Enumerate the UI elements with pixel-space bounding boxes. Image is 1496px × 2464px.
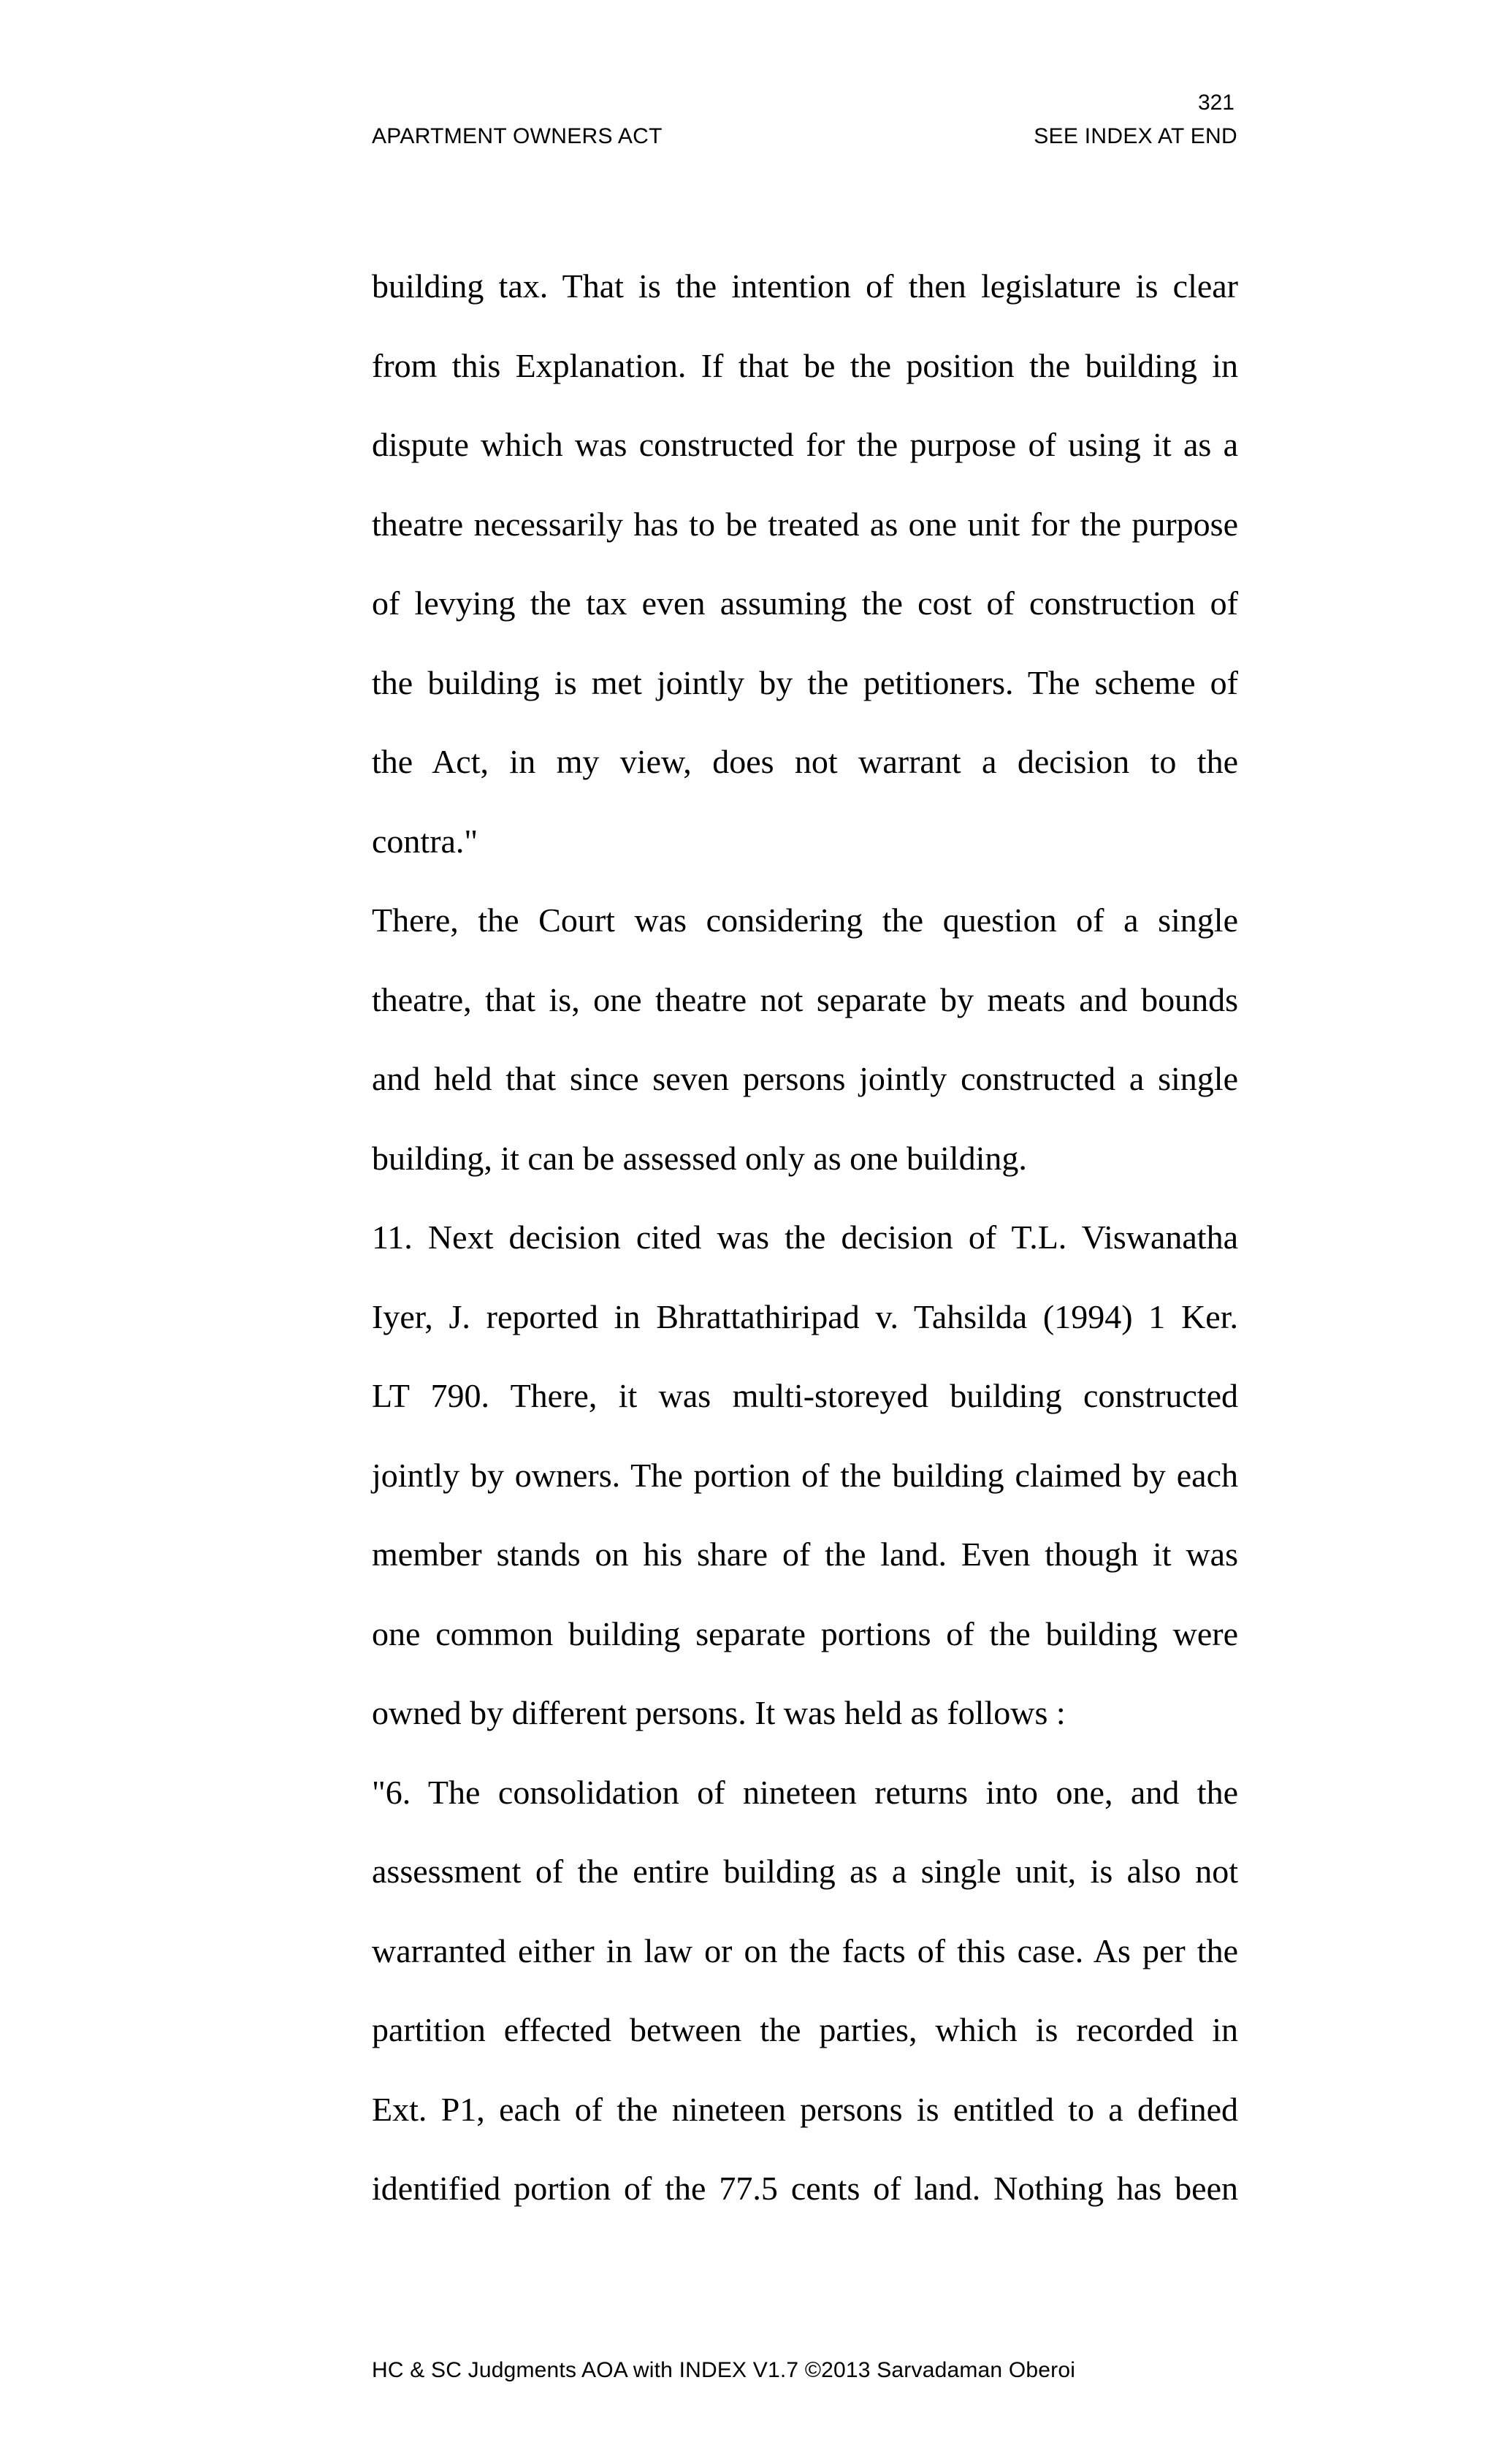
text-line: owned by different persons. It was held as follows : [372,1694,1066,1731]
text-line: the building is met jointly by the petitioners. The scheme of [372,663,1238,701]
text-line: building tax. That is the intention of then legislature is clear [372,267,1238,305]
text-line: the Act, in my view, does not warrant a decision to the [372,743,1238,780]
text-line: warranted either in law or on the facts of this case. As per the [372,1931,1238,1969]
text-line: 11. Next decision cited was the decision of T.L. Viswanatha [372,1218,1238,1256]
text-line: one common building separate portions of the building were [372,1614,1238,1652]
page-footer: HC & SC Judgments AOA with INDEX V1.7 ©2013 Sarvadaman Oberoi [372,2358,1076,2382]
text-line: LT 790. There, it was multi-storeyed building constructed [372,1377,1238,1414]
text-line: and held that since seven persons jointly constructed a single [372,1060,1238,1097]
text-line: "6. The consolidation of nineteen returns into one, and the [372,1773,1238,1811]
text-line: identified portion of the 77.5 cents of land. Nothing has been [372,2170,1238,2207]
text-line: contra." [372,822,478,860]
text-line: member stands on his share of the land. Even though it was [372,1536,1238,1573]
text-line: jointly by owners. The portion of the building claimed by each [372,1456,1238,1494]
text-line: Ext. P1, each of the nineteen persons is entitled to a defined [372,2090,1238,2128]
text-line: theatre, that is, one theatre not separate by meats and bounds [372,980,1238,1018]
text-line: There, the Court was considering the question of a single [372,901,1238,939]
text-line: of levying the tax even assuming the cost of construction of [372,584,1238,622]
running-head-index-note: SEE INDEX AT END [1034,124,1237,148]
text-line: dispute which was constructed for the purpose of using it as a [372,426,1238,463]
text-line: assessment of the entire building as a single unit, is also not [372,1853,1238,1890]
text-line: building, it can be assessed only as one building. [372,1139,1027,1177]
page-number: 321 [1197,91,1234,115]
text-line: partition effected between the parties, which is recorded in [372,2011,1238,2048]
running-head-title: APARTMENT OWNERS ACT [372,124,663,148]
text-line: theatre necessarily has to be treated as one unit for the purpose [372,505,1238,543]
text-line: Iyer, J. reported in Bhrattathiripad v. Tahsilda (1994) 1 Ker. [372,1297,1238,1335]
body-text [372,260,1238,2242]
text-line: from this Explanation. If that be the position the building in [372,346,1238,384]
